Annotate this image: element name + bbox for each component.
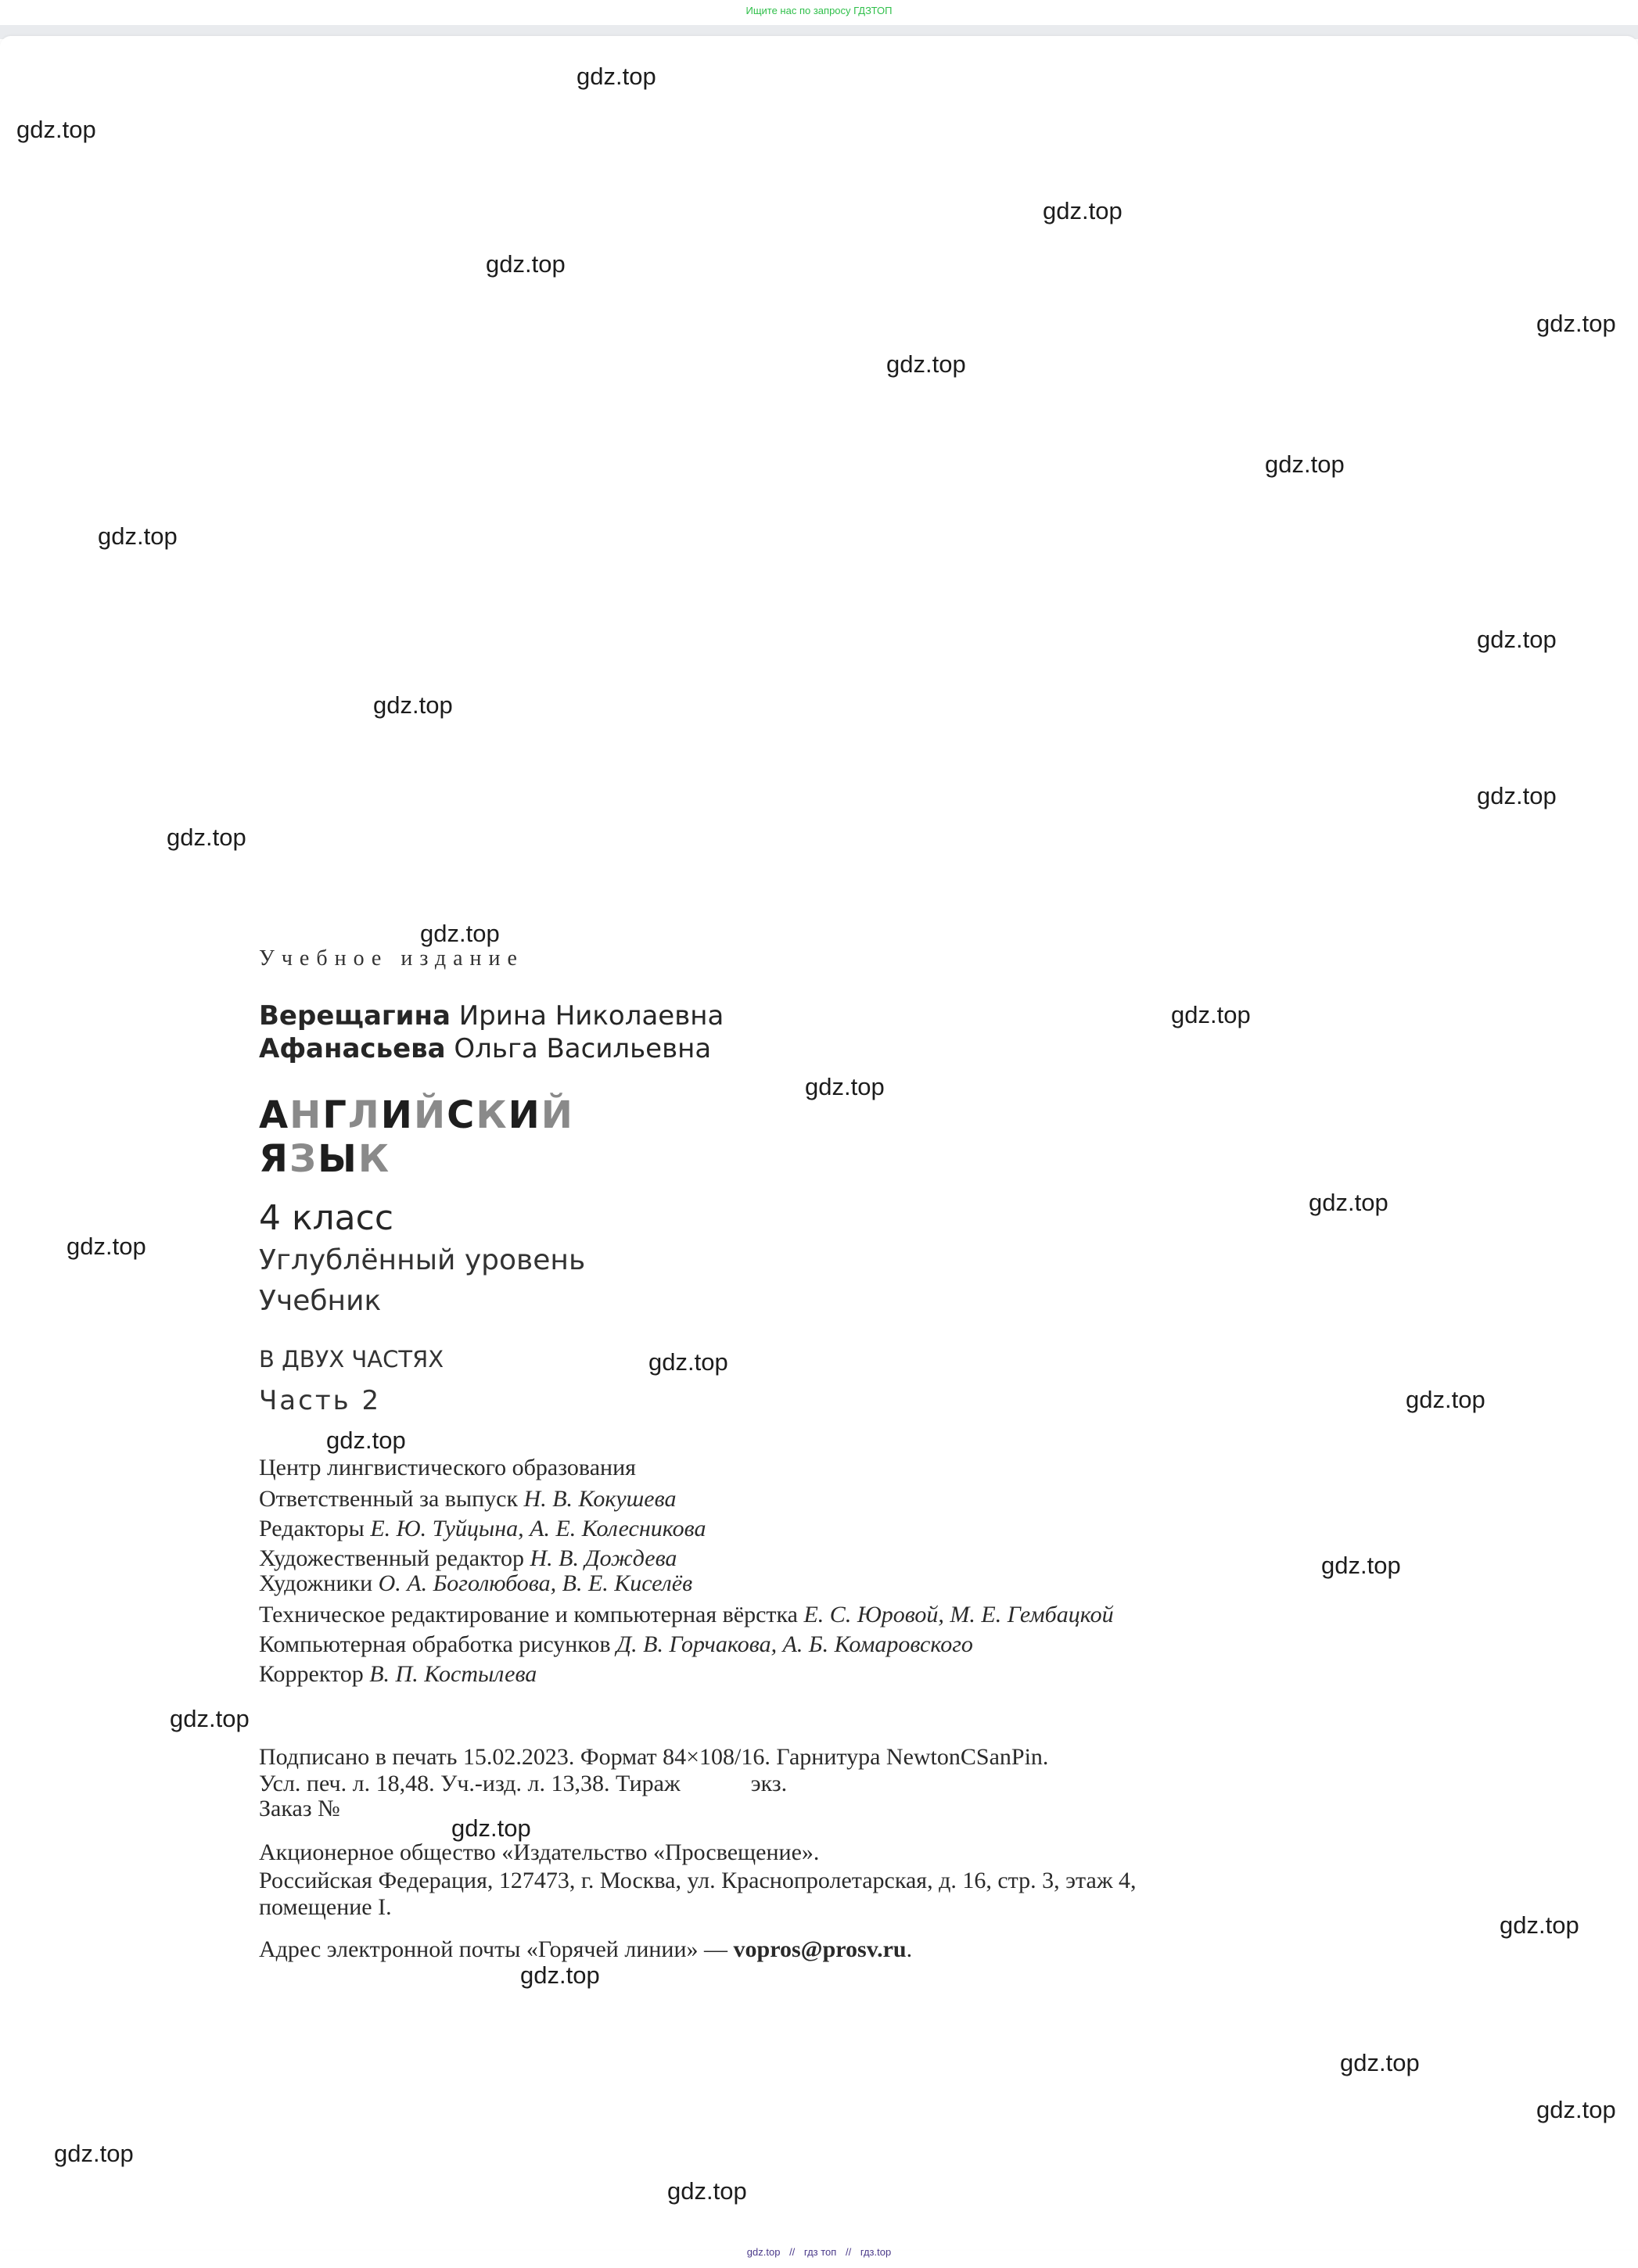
title-letter: С	[447, 1093, 476, 1137]
title-letter: Н	[289, 1093, 323, 1137]
watermark: gdz.top	[54, 2140, 134, 2167]
book-title-line	[259, 1093, 574, 1137]
watermark: gdz.top	[373, 691, 453, 719]
top-bar	[0, 0, 1638, 28]
credit-names: Н. В. Кокушева	[523, 1486, 677, 1512]
page-sheet	[0, 36, 1638, 2249]
watermark: gdz.top	[1043, 197, 1123, 224]
watermark: gdz.top	[1477, 626, 1557, 653]
watermark: gdz.top	[667, 2177, 747, 2205]
title-letter: И	[380, 1093, 414, 1137]
book-type: Учебник	[259, 1285, 382, 1317]
credit-role: Ответственный за выпуск	[259, 1486, 519, 1512]
credit-role: Корректор	[259, 1661, 364, 1687]
credit-names: Н. В. Дождева	[530, 1545, 677, 1571]
watermark: gdz.top	[1171, 1001, 1251, 1028]
watermark: gdz.top	[1406, 1386, 1485, 1413]
footer-separator: //	[789, 2246, 796, 2258]
parts-note: В ДВУХ ЧАСТЯХ	[259, 1346, 444, 1373]
credit-line	[259, 1517, 706, 1541]
print-info-line: Подписано в печать 15.02.2023. Формат 84×108/16. Гарнитура NewtonCSanPin.	[259, 1744, 1049, 1770]
hotline-email: vopros@prosv.ru	[733, 1936, 907, 1962]
search-hint-banner: Ищите нас по запросу ГДЗТОП	[745, 5, 893, 16]
watermark: gdz.top	[1321, 1552, 1401, 1579]
print-info-line: Заказ №	[259, 1796, 340, 1821]
title-letter: Л	[347, 1093, 381, 1137]
publisher-line: Акционерное общество «Издательство «Просвещение».	[259, 1839, 820, 1865]
credit-line	[259, 1487, 676, 1511]
title-letter: Й	[541, 1093, 574, 1137]
watermark: gdz.top	[1536, 2096, 1616, 2123]
watermark: gdz.top	[1477, 782, 1557, 809]
credit-line	[259, 1603, 1114, 1627]
watermark: gdz.top	[886, 350, 966, 378]
credit-line	[259, 1572, 692, 1595]
watermark: gdz.top	[1500, 1911, 1579, 1939]
title-letter: К	[476, 1093, 508, 1137]
watermark: gdz.top	[1309, 1189, 1388, 1216]
hotline-line	[259, 1938, 912, 1961]
grade: 4 класс	[259, 1198, 394, 1238]
title-letter: К	[357, 1137, 391, 1181]
hotline-end: .	[906, 1936, 913, 1962]
title-letter: Я	[259, 1137, 289, 1181]
watermark: gdz.top	[170, 1705, 250, 1732]
author-names: Ирина Николаевна	[458, 1000, 724, 1032]
watermark: gdz.top	[1265, 450, 1345, 478]
credit-role: Компьютерная обработка рисунков	[259, 1631, 611, 1657]
watermark: gdz.top	[451, 1814, 531, 1842]
watermark: gdz.top	[1340, 2049, 1420, 2076]
title-letter: И	[508, 1093, 541, 1137]
credit-line	[259, 1547, 677, 1570]
footer-separator: //	[845, 2246, 852, 2258]
credit-role: Художественный редактор	[259, 1545, 524, 1571]
hotline-label: Адрес электронной почты «Горячей линии» —	[259, 1936, 728, 1962]
credit-names: Д. В. Горчакова, А. Б. Комаровского	[616, 1631, 973, 1657]
level: Углублённый уровень	[259, 1244, 586, 1276]
author-line	[259, 1000, 724, 1032]
credit-names: О. А. Боголюбова, В. Е. Киселёв	[378, 1570, 693, 1596]
watermark: gdz.top	[805, 1073, 885, 1100]
watermark: gdz.top	[577, 63, 656, 90]
watermark: gdz.top	[420, 920, 500, 947]
print-info-line: Усл. печ. л. 18,48. Уч.-изд. л. 13,38. Тираж экз.	[259, 1771, 788, 1796]
footer-links	[0, 2246, 1638, 2258]
author-names: Ольга Васильевна	[454, 1033, 712, 1064]
publisher-line: помещение I.	[259, 1894, 392, 1920]
footer-link[interactable]: gdz.top	[746, 2246, 781, 2258]
credit-line	[259, 1633, 973, 1656]
watermark: gdz.top	[66, 1233, 146, 1260]
credit-names: В. П. Костылева	[369, 1661, 537, 1687]
footer-link[interactable]: гдз топ	[803, 2246, 837, 2258]
credit-names: Е. Ю. Туйцына, А. Е. Колесникова	[370, 1516, 706, 1541]
author-surname: Афанасьева	[259, 1033, 446, 1064]
title-letter: Г	[322, 1093, 348, 1137]
watermark: gdz.top	[98, 522, 178, 550]
watermark: gdz.top	[326, 1426, 406, 1454]
credit-line	[259, 1663, 537, 1686]
author-line	[259, 1035, 711, 1062]
publisher-line: Российская Федерация, 127473, г. Москва, ул. Краснопролетарская, д. 16, стр. 3, этаж 4,	[259, 1868, 1137, 1893]
credit-line	[259, 1456, 636, 1480]
credit-role: Техническое редактирование и компьютерная вёрстка	[259, 1602, 798, 1627]
watermark: gdz.top	[520, 1961, 600, 1989]
watermark: gdz.top	[1536, 310, 1616, 337]
watermark: gdz.top	[648, 1348, 728, 1376]
credit-role: Редакторы	[259, 1516, 365, 1541]
credit-names: Е. С. Юровой, М. Е. Гембацкой	[803, 1602, 1114, 1627]
author-surname: Верещагина	[259, 1000, 451, 1032]
edition-label: Учебное издание	[259, 946, 524, 971]
credit-role: Художники	[259, 1570, 373, 1596]
title-letter: Ы	[318, 1137, 358, 1181]
title-letter: З	[289, 1137, 318, 1181]
title-letter: Й	[413, 1093, 447, 1137]
title-letter: А	[259, 1093, 290, 1137]
watermark: gdz.top	[167, 824, 246, 851]
part-number: Часть 2	[259, 1385, 382, 1416]
watermark: gdz.top	[486, 250, 566, 278]
footer-link[interactable]: гдз.top	[860, 2246, 892, 2258]
credit-role: Центр лингвистического образования	[259, 1455, 636, 1480]
book-title-line	[259, 1137, 391, 1181]
watermark: gdz.top	[16, 116, 96, 143]
